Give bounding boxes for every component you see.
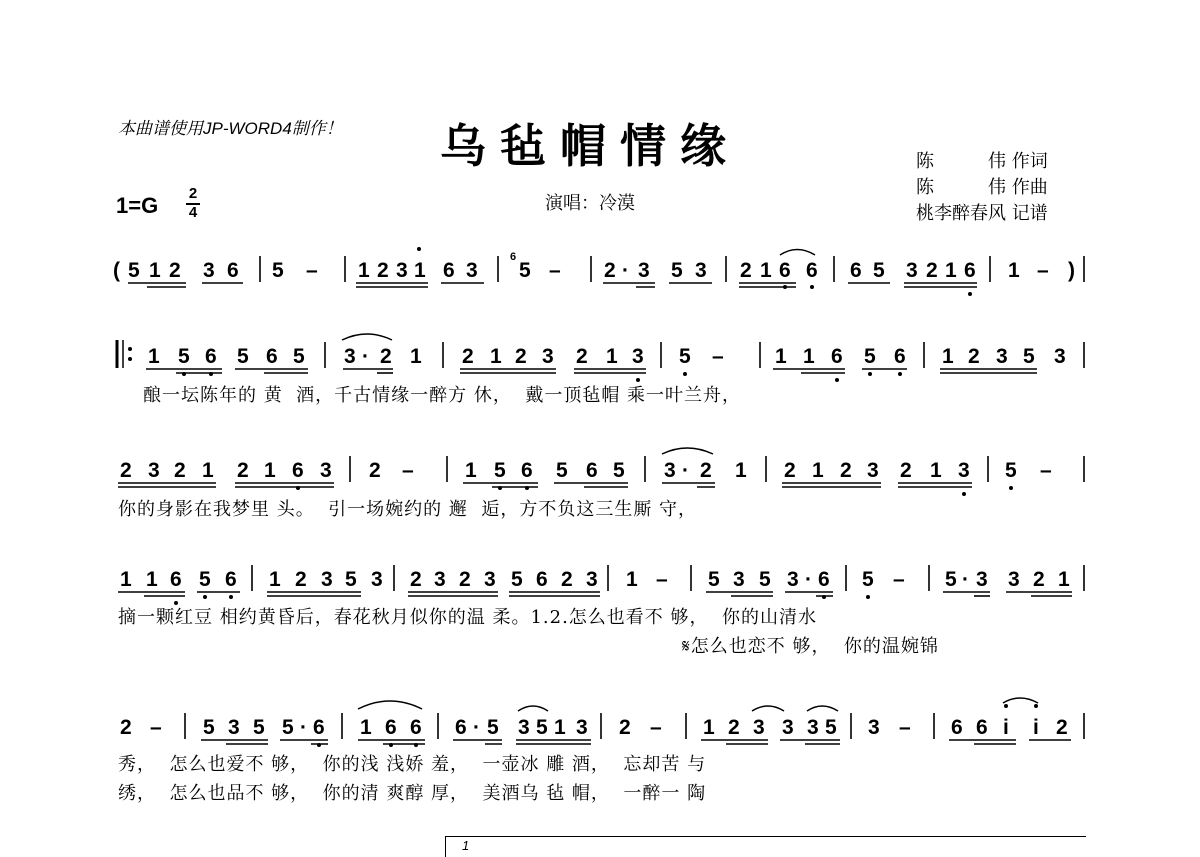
svg-text:6: 6	[850, 259, 862, 282]
svg-text:1: 1	[414, 259, 426, 282]
transcriber-credit: 桃李醉春风 记谱	[916, 203, 1048, 224]
svg-text:5: 5	[671, 259, 683, 282]
svg-text:1: 1	[202, 459, 214, 482]
score-row-5	[0, 709, 1200, 749]
svg-text:5: 5	[128, 259, 140, 282]
svg-text:5: 5	[945, 568, 957, 591]
svg-text:6: 6	[443, 259, 455, 282]
lyricist-credit: 陈 伟 作词	[916, 151, 1048, 172]
svg-text:): )	[1068, 259, 1075, 282]
svg-text:5: 5	[253, 716, 265, 739]
svg-text:–: –	[656, 568, 668, 591]
svg-text:3: 3	[906, 259, 918, 282]
svg-text:2: 2	[295, 568, 307, 591]
svg-text:1: 1	[1058, 568, 1070, 591]
time-signature-top: 2	[188, 185, 198, 202]
song-title: 乌毡帽情缘	[440, 119, 740, 173]
svg-text:3: 3	[807, 716, 819, 739]
svg-text:1: 1	[554, 716, 566, 739]
svg-text:1: 1	[942, 345, 954, 368]
svg-text:5: 5	[864, 345, 876, 368]
svg-text:5: 5	[556, 459, 568, 482]
svg-text:5: 5	[272, 259, 284, 282]
svg-text:1: 1	[264, 459, 276, 482]
svg-text:2: 2	[740, 259, 752, 282]
svg-text:3: 3	[344, 345, 356, 368]
svg-text:2: 2	[120, 716, 132, 739]
svg-text:3: 3	[787, 568, 799, 591]
svg-text:5: 5	[536, 716, 548, 739]
svg-text:2: 2	[459, 568, 471, 591]
svg-text:1: 1	[945, 259, 957, 282]
svg-text:3: 3	[203, 259, 215, 282]
svg-text:3: 3	[321, 568, 333, 591]
svg-text:2: 2	[1033, 568, 1045, 591]
score-row-4	[0, 561, 1200, 601]
svg-text:1: 1	[146, 568, 158, 591]
svg-text:–: –	[549, 259, 561, 282]
svg-text:1: 1	[358, 259, 370, 282]
svg-text:2: 2	[1056, 716, 1068, 739]
svg-text:3: 3	[733, 568, 745, 591]
svg-text:3: 3	[586, 568, 598, 591]
svg-text:2: 2	[700, 459, 712, 482]
svg-text:·: ·	[362, 345, 369, 368]
svg-text:6: 6	[894, 345, 906, 368]
svg-text:6: 6	[951, 716, 963, 739]
svg-text:6: 6	[313, 716, 325, 739]
svg-text:6: 6	[536, 568, 548, 591]
svg-text:3: 3	[996, 345, 1008, 368]
svg-text:3: 3	[753, 716, 765, 739]
svg-text:i: i	[1033, 716, 1039, 739]
svg-text:3: 3	[434, 568, 446, 591]
svg-text:2: 2	[410, 568, 422, 591]
credit-note: 本曲谱使用JP-WORD4制作！	[118, 119, 343, 138]
svg-text:6: 6	[292, 459, 304, 482]
svg-text:3: 3	[542, 345, 554, 368]
svg-text:2: 2	[728, 716, 740, 739]
svg-text:5: 5	[1023, 345, 1035, 368]
svg-text:5: 5	[873, 259, 885, 282]
svg-text:–: –	[1037, 259, 1049, 282]
score-row-2	[0, 338, 1200, 378]
svg-text:2: 2	[840, 459, 852, 482]
svg-text:3: 3	[484, 568, 496, 591]
svg-text:2: 2	[900, 459, 912, 482]
svg-text:3: 3	[958, 459, 970, 482]
svg-text:2: 2	[561, 568, 573, 591]
svg-text:1: 1	[930, 459, 942, 482]
svg-text:1: 1	[465, 459, 477, 482]
svg-text:3: 3	[976, 568, 988, 591]
volta-bracket	[445, 836, 1086, 857]
svg-text:1: 1	[269, 568, 281, 591]
lyrics-row-4-verse-1: 摘一颗红豆 相约黄昏后，春花秋月似你的温 柔。1.2.怎么也看不 够， 你的山清水	[118, 607, 817, 628]
svg-text:5: 5	[178, 345, 190, 368]
svg-text:2: 2	[237, 459, 249, 482]
svg-text:–: –	[712, 345, 724, 368]
svg-text:1: 1	[120, 568, 132, 591]
svg-text:5: 5	[199, 568, 211, 591]
svg-text:3: 3	[576, 716, 588, 739]
svg-text:3: 3	[664, 459, 676, 482]
svg-text:1: 1	[760, 259, 772, 282]
svg-text:3: 3	[782, 716, 794, 739]
svg-text:(: (	[113, 259, 120, 282]
lyrics-row-2: 酿一坛陈年的 黄 酒，千古情缘一醉方 休， 戴一顶毡帽 乘一叶兰舟，	[143, 385, 742, 406]
svg-text:6: 6	[455, 716, 467, 739]
svg-text:–: –	[150, 716, 162, 739]
svg-text:5: 5	[862, 568, 874, 591]
lyrics-row-5-verse-2: 绣， 怎么也品不 够， 你的清 爽醇 厚， 美酒乌 毡 帽， 一醉一 陶	[118, 783, 707, 804]
svg-text:1: 1	[703, 716, 715, 739]
svg-text:1: 1	[1008, 259, 1020, 282]
svg-text:1: 1	[360, 716, 372, 739]
svg-text:5: 5	[1005, 459, 1017, 482]
svg-text:·: ·	[805, 568, 812, 591]
svg-text:3: 3	[632, 345, 644, 368]
svg-text:3: 3	[466, 259, 478, 282]
svg-text:6: 6	[410, 716, 422, 739]
svg-text:2: 2	[462, 345, 474, 368]
svg-text:6: 6	[510, 251, 517, 263]
svg-text:2: 2	[926, 259, 938, 282]
svg-text:5: 5	[345, 568, 357, 591]
svg-text:6: 6	[818, 568, 830, 591]
svg-text:–: –	[650, 716, 662, 739]
svg-text:6: 6	[779, 259, 791, 282]
time-signature-bottom: 4	[188, 204, 198, 221]
svg-text:5: 5	[679, 345, 691, 368]
svg-text:2: 2	[369, 459, 381, 482]
svg-text:3: 3	[867, 459, 879, 482]
svg-text:6: 6	[170, 568, 182, 591]
svg-text:–: –	[306, 259, 318, 282]
svg-text:3: 3	[518, 716, 530, 739]
svg-text:–: –	[899, 716, 911, 739]
svg-text:5: 5	[825, 716, 837, 739]
lyrics-row-4-verse-2: 𝄋怎么也恋不 够， 你的温婉锦	[682, 636, 939, 657]
svg-text:2: 2	[515, 345, 527, 368]
svg-text:2: 2	[576, 345, 588, 368]
svg-text:2: 2	[784, 459, 796, 482]
credits-block	[916, 149, 1048, 227]
svg-text:1: 1	[490, 345, 502, 368]
svg-text:1: 1	[410, 345, 422, 368]
svg-text:2: 2	[604, 259, 616, 282]
svg-text:5: 5	[487, 716, 499, 739]
svg-text:6: 6	[225, 568, 237, 591]
svg-text:2: 2	[380, 345, 392, 368]
svg-text:·: ·	[622, 259, 629, 282]
svg-text:5: 5	[613, 459, 625, 482]
svg-text:1: 1	[606, 345, 618, 368]
svg-text:6: 6	[586, 459, 598, 482]
svg-text:5: 5	[282, 716, 294, 739]
svg-text:3: 3	[228, 716, 240, 739]
notation-row-1	[0, 250, 1200, 300]
svg-text:i: i	[1003, 716, 1009, 739]
svg-text:·: ·	[682, 459, 689, 482]
svg-text:3: 3	[320, 459, 332, 482]
svg-text:1: 1	[149, 259, 161, 282]
lyrics-row-5-verse-1: 秀， 怎么也爱不 够， 你的浅 浅娇 羞， 一壶冰 雕 酒， 忘却苦 与	[118, 754, 707, 775]
svg-text:2: 2	[619, 716, 631, 739]
svg-text:6: 6	[385, 716, 397, 739]
score-row-1	[0, 250, 1200, 290]
svg-text:3: 3	[148, 459, 160, 482]
svg-text:1: 1	[626, 568, 638, 591]
volta-number: 1	[462, 838, 470, 853]
svg-text:3: 3	[868, 716, 880, 739]
svg-text:1: 1	[148, 345, 160, 368]
svg-text:3: 3	[396, 259, 408, 282]
svg-text:1: 1	[775, 345, 787, 368]
key-signature: 1=G	[116, 193, 159, 218]
svg-text:5: 5	[237, 345, 249, 368]
svg-text:–: –	[402, 459, 414, 482]
svg-text:5: 5	[519, 259, 531, 282]
svg-text:6: 6	[266, 345, 278, 368]
svg-text:1: 1	[735, 459, 747, 482]
svg-text:1: 1	[803, 345, 815, 368]
svg-text:5: 5	[203, 716, 215, 739]
svg-text:5: 5	[511, 568, 523, 591]
svg-text:3: 3	[371, 568, 383, 591]
svg-text:6: 6	[964, 259, 976, 282]
svg-text:3: 3	[695, 259, 707, 282]
svg-text:3: 3	[1008, 568, 1020, 591]
svg-text:6: 6	[521, 459, 533, 482]
svg-text:2: 2	[968, 345, 980, 368]
svg-text:5: 5	[708, 568, 720, 591]
svg-text:5: 5	[293, 345, 305, 368]
svg-text:6: 6	[806, 259, 818, 282]
svg-text:2: 2	[174, 459, 186, 482]
svg-text:2: 2	[120, 459, 132, 482]
singer-label: 演唱：冷漠	[545, 193, 635, 214]
svg-text:2: 2	[377, 259, 389, 282]
svg-text:2: 2	[169, 259, 181, 282]
svg-text:1: 1	[812, 459, 824, 482]
composer-credit: 陈 伟 作曲	[916, 177, 1048, 198]
svg-text:6: 6	[831, 345, 843, 368]
svg-text:5: 5	[759, 568, 771, 591]
svg-text:–: –	[1040, 459, 1052, 482]
svg-text:–: –	[893, 568, 905, 591]
svg-text:·: ·	[300, 716, 307, 739]
score-row-3	[0, 452, 1200, 492]
lyrics-row-3: 你的身影在我梦里 头。 引一场婉约的 邂 逅，方不负这三生厮 守，	[118, 499, 698, 520]
svg-text:5: 5	[494, 459, 506, 482]
svg-text:6: 6	[205, 345, 217, 368]
svg-text:6: 6	[976, 716, 988, 739]
svg-text:3: 3	[638, 259, 650, 282]
svg-text:3: 3	[1054, 345, 1066, 368]
svg-text:6: 6	[227, 259, 239, 282]
svg-text:·: ·	[473, 716, 480, 739]
svg-text:·: ·	[962, 568, 969, 591]
